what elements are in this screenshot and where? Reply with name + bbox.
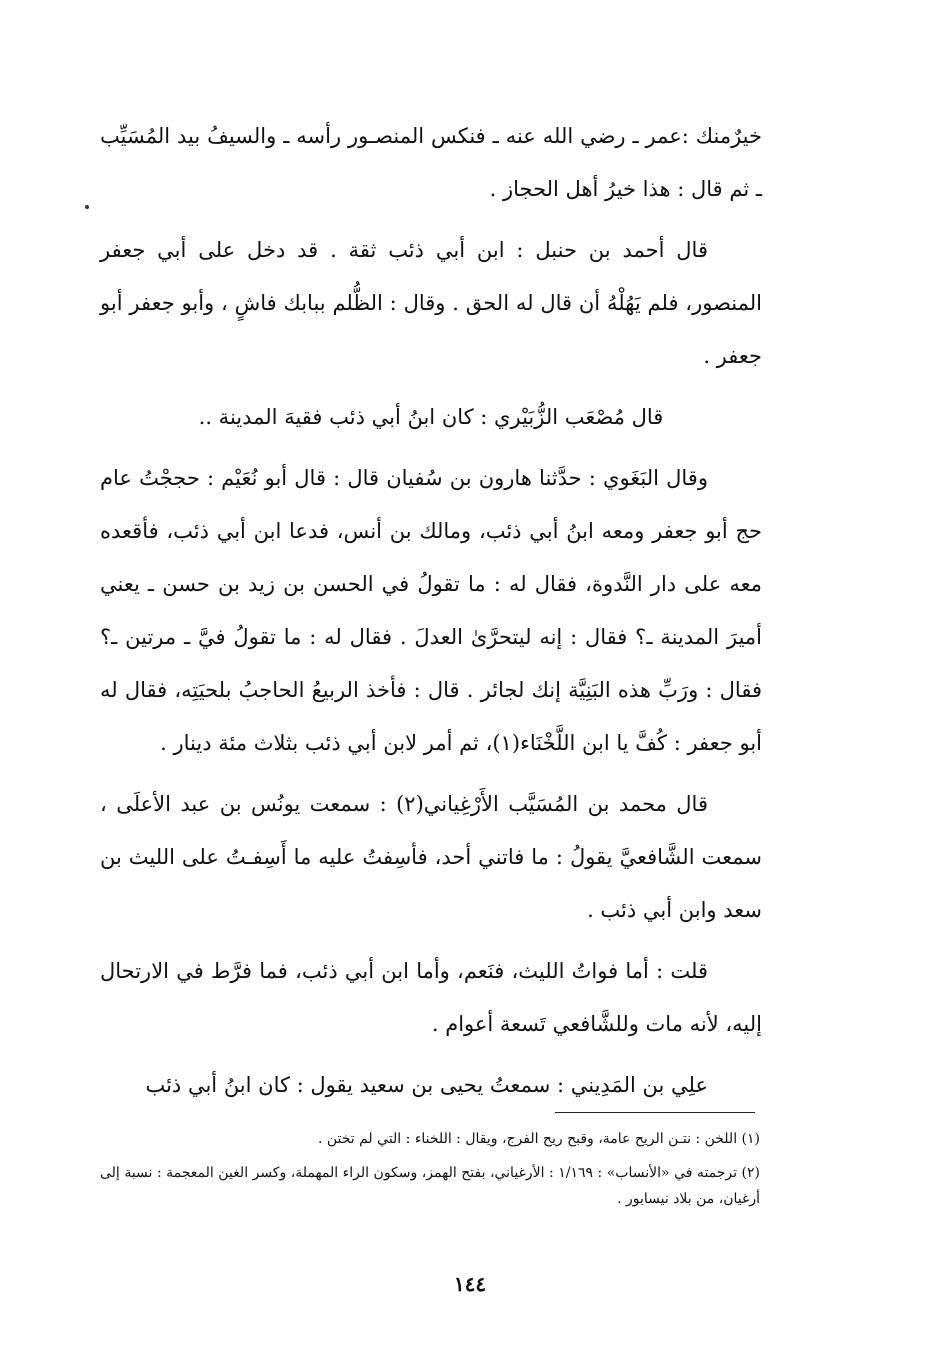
paragraph-3: قال مُصْعَب الزُّبَيْري : كان ابنُ أبي ذئب فقيهَ المدينة ..	[198, 405, 664, 429]
paragraph-6: قلت : أما فواتُ الليث، فنَعم، وأما ابن أبي ذئب، فما فرَّط في الارتحال إليه، لأنه مات وللشَّافعي تَسعة أعوام .	[100, 959, 762, 1036]
footnote-divider	[555, 1112, 755, 1113]
footnote-1: (١) اللخن : نتـن الريح عامة، وقبح ريح الفرج، ويقال : اللخناء : التي لم تختن .	[317, 1131, 760, 1147]
page-number: ١٤٤	[453, 1272, 487, 1296]
main-text	[100, 110, 762, 1120]
footnotes	[100, 1126, 760, 1220]
paragraph-4: وقال البَغَوي : حدَّثنا هارون بن سُفيان قال : قال أبو نُعَيْم : حججْتُ عام حج أبو جعفر ومعه ابنُ أبي ذئب، ومالك بن أنس، فدعا ابن أبي ذئب، فأقعده معه على دار النَّدوة، فقال له : ما تقولُ في الحسن بن زيد بن حسن ـ يعني أميرَ المدينة ـ؟ فقال : إنه ليتحرَّىٰ العدلَ . فقال له : ما تقولُ فيَّ ـ مرتين ـ؟ فقال : ورَبِّ هذه البَنِيَّة إنك لجائر . قال : فأخذ الربيعُ الحاجبُ بلحيَتِه، فقال له أبو جعفر : كُفَّ يا ابن اللَّخْنَاء(١)، ثم أمر لابن أبي ذئب بثلاث مئة دينار .	[100, 466, 762, 755]
paragraph-1: خيرٌمنك :عمر ـ رضي الله عنه ـ فنكس المنصـور رأسه ـ والسيفُ بيد المُسَيِّب ـ ثم قال : هذا خيرُ أهل الحجاز .	[100, 124, 762, 201]
stray-dot-mark	[85, 205, 89, 209]
footnote-2: (٢) ترجمته في «الأنساب» : ١/١٦٩ : الأرغياني، بفتح الهمز، وسكون الراء المهملة، وكسر الغين المعجمة : نسبة إلى أرغيان، من بلاد نيسابور .	[100, 1165, 760, 1207]
paragraph-5: قال محمد بن المُسَيَّب الأَرْغِياني(٢) : سمعت يونُس بن عبد الأعلَى ، سمعت الشَّافعيَّ يقولُ : ما فاتني أحد، فأسِفتُ عليه ما أَسِفـتُ على الليث بن سعد وابن أبي ذئب .	[100, 792, 762, 922]
paragraph-7: علِي بن المَدِيني : سمعتُ يحيى بن سعيد يقول : كان ابنُ أبي ذئب	[145, 1073, 708, 1097]
paragraph-2: قال أحمد بن حنبل : ابن أبي ذئب ثقة . قد دخل على أبي جعفر المنصور، فلم يَهُلْهُ أن قال له الحق . وقال : الظُّلم ببابك فاشٍ ، وأبو جعفر أبو جعفر .	[100, 238, 762, 368]
